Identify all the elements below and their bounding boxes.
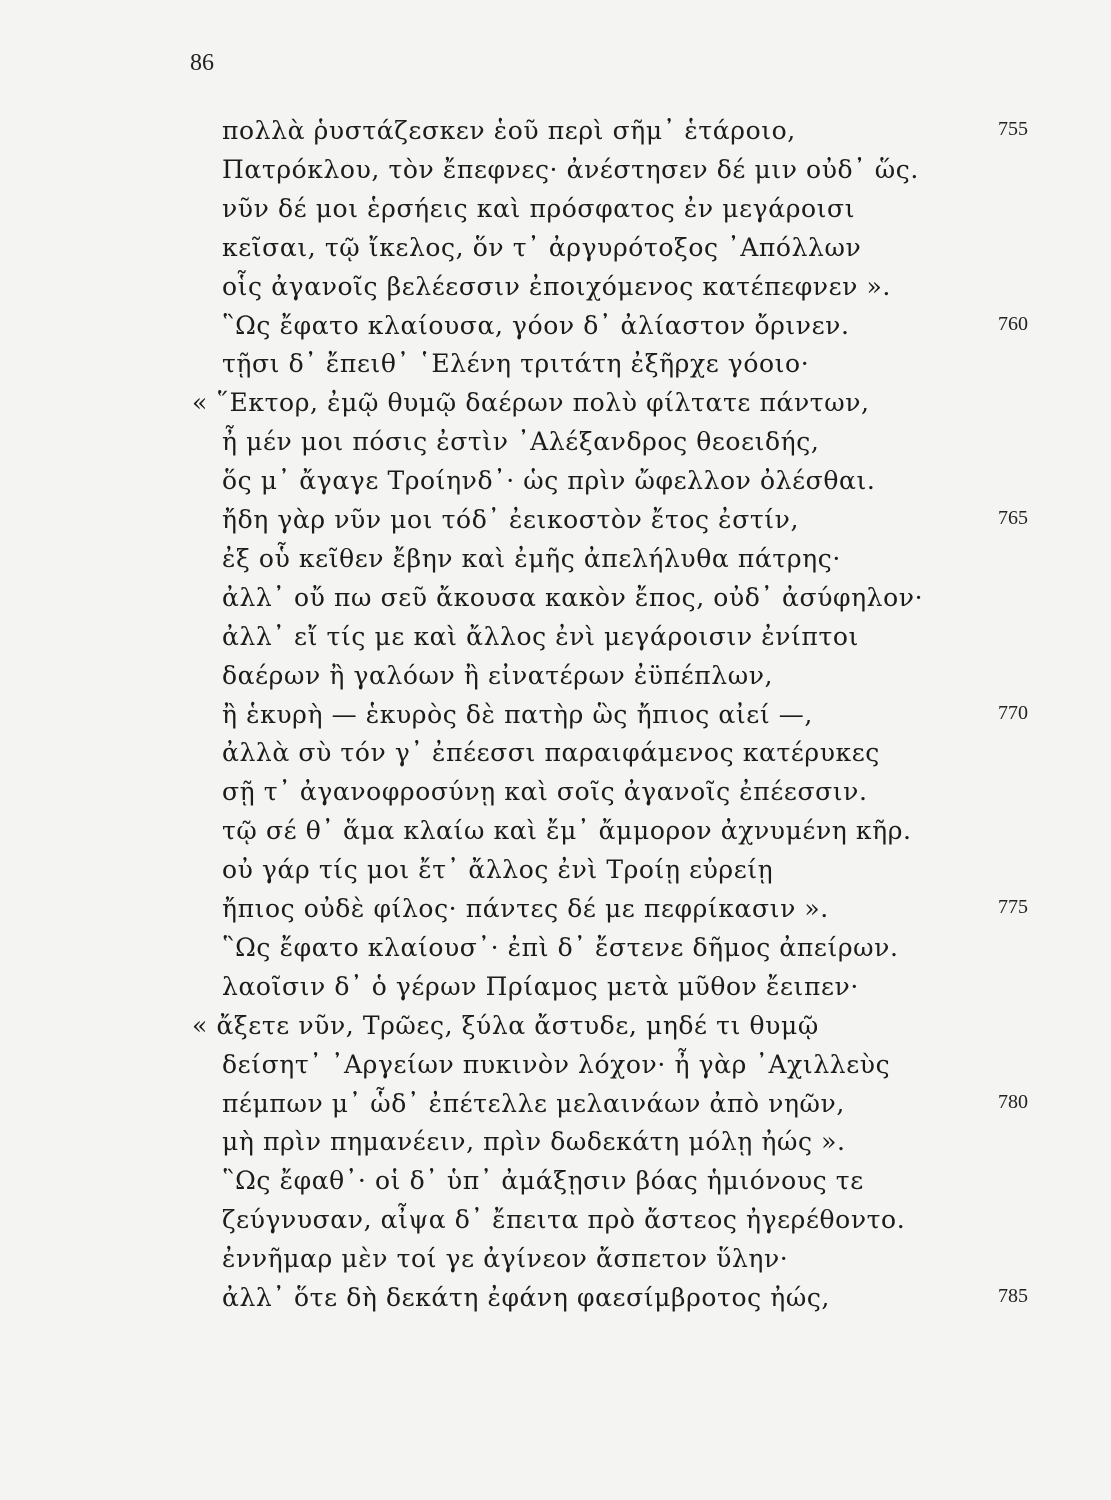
verse-line: νῦν δέ μοι ἑρσήεις καὶ πρόσφατος ἐν μεγάροισι [222, 193, 856, 223]
verse-line: « ἄξετε νῦν, Τρῶες, ξύλα ἄστυδε, μηδέ τι θυμῷ [192, 1010, 819, 1040]
line-number: 760 [998, 312, 1028, 335]
verse-line: ἀλλ᾽ ὅτε δὴ δεκάτη ἐφάνη φαεσίμβροτος ἠώς, [222, 1283, 830, 1312]
verse-line: ἤδη γὰρ νῦν μοι τόδ᾽ ἐεικοστὸν ἔτος ἐστίν, [222, 505, 800, 534]
line-number: 765 [998, 507, 1028, 529]
line-number: 770 [998, 701, 1028, 724]
verse-line: ῝Ως ἔφαθ᾽· οἱ δ᾽ ὑπ᾽ ἀμάξῃσιν βόας ἡμιόνους τε [222, 1166, 864, 1196]
verse-line: ἐξ οὗ κεῖθεν ἔβην καὶ ἐμῆς ἀπελήλυθα πάτρης· [222, 543, 841, 573]
verse-line: πέμπων μ᾽ ὧδ᾽ ἐπέτελλε μελαινάων ἀπὸ νηῶν, [222, 1088, 845, 1118]
verse-line: τῷ σέ θ᾽ ἅμα κλαίω καὶ ἔμ᾽ ἄμμορον ἀχνυμένη κῆρ. [222, 816, 912, 846]
verse-line: μὴ πρὶν πημανέειν, πρὶν δωδεκάτη μόλῃ ἠώς ». [222, 1127, 846, 1157]
verse-line: σῇ τ᾽ ἀγανοφροσύνῃ καὶ σοῖς ἀγανοῖς ἐπέεσσιν. [222, 777, 868, 807]
verse-line: τῇσι δ᾽ ἔπειθ᾽ ῾Ελένη τριτάτη ἐξῆρχε γόοιο· [222, 349, 810, 379]
verse-line: δαέρων ἢ γαλόων ἢ εἰνατέρων ἐϋπέπλων, [222, 660, 774, 690]
verse-line: ῝Ως ἔφατο κλαίουσ᾽· ἐπὶ δ᾽ ἔστενε δῆμος ἀπείρων. [222, 932, 899, 962]
verse-line: ἀλλ᾽ οὔ πω σεῦ ἄκουσα κακὸν ἔπος, οὐδ᾽ ἀσύφηλον· [222, 582, 924, 612]
verse-line: δείσητ᾽ ᾿Αργείων πυκινὸν λόχον· ἦ γὰρ ᾿Αχιλλεὺς [222, 1049, 891, 1079]
line-number: 755 [998, 118, 1028, 140]
verse-line: Πατρόκλου, τὸν ἔπεφνες· ἀνέστησεν δέ μιν οὐδ᾽ ὥς. [222, 154, 919, 184]
verse-line: ἢ ἑκυρὴ — ἑκυρὸς δὲ πατὴρ ὣς ἤπιος αἰεί —, [222, 699, 813, 729]
line-number: 775 [998, 896, 1028, 918]
verse-line: ῝Ως ἔφατο κλαίουσα, γόον δ᾽ ἀλίαστον ὄρινεν. [222, 310, 850, 340]
verse-line: οἷς ἀγανοῖς βελέεσσιν ἐποιχόμενος κατέπεφνεν ». [222, 271, 891, 301]
verse-line: ὅς μ᾽ ἄγαγε Τροίηνδ᾽· ὡς πρὶν ὤφελλον ὀλέσθαι. [222, 466, 876, 496]
line-number: 780 [998, 1090, 1028, 1113]
verse-line: ἦ μέν μοι πόσις ἐστὶν ᾿Αλέξανδρος θεοειδής, [222, 427, 820, 457]
verse-line: ἤπιος οὐδὲ φίλος· πάντες δέ με πεφρίκασιν ». [222, 894, 829, 923]
verse-line: « ῞Εκτορ, ἐμῷ θυμῷ δαέρων πολὺ φίλτατε πάντων, [192, 388, 870, 418]
verse-line: ἀλλ᾽ εἴ τίς με καὶ ἄλλος ἐνὶ μεγάροισιν ἐνίπτοι [222, 621, 859, 651]
verse-line: ἐννῆμαρ μὲν τοί γε ἀγίνεον ἄσπετον ὕλην· [222, 1244, 789, 1274]
verse-line: λαοῖσιν δ᾽ ὁ γέρων Πρίαμος μετὰ μῦθον ἔειπεν· [222, 971, 859, 1001]
verse-line: κεῖσαι, τῷ ἴκελος, ὅν τ᾽ ἀργυρότοξος ᾿Απόλλων [222, 232, 862, 262]
page-number: 86 [190, 50, 214, 76]
verse-line: ἀλλὰ σὺ τόν γ᾽ ἐπέεσσι παραιφάμενος κατέρυκες [222, 738, 880, 768]
verse-line: ζεύγνυσαν, αἶψα δ᾽ ἔπειτα πρὸ ἄστεος ἠγερέθοντο. [222, 1205, 906, 1235]
line-number: 785 [998, 1285, 1028, 1307]
verse-line: οὐ γάρ τίς μοι ἔτ᾽ ἄλλος ἐνὶ Τροίῃ εὐρείῃ [222, 855, 774, 885]
verse-line: πολλὰ ῥυστάζεσκεν ἑοῦ περὶ σῆμ᾽ ἑτάροιο, [222, 116, 796, 145]
